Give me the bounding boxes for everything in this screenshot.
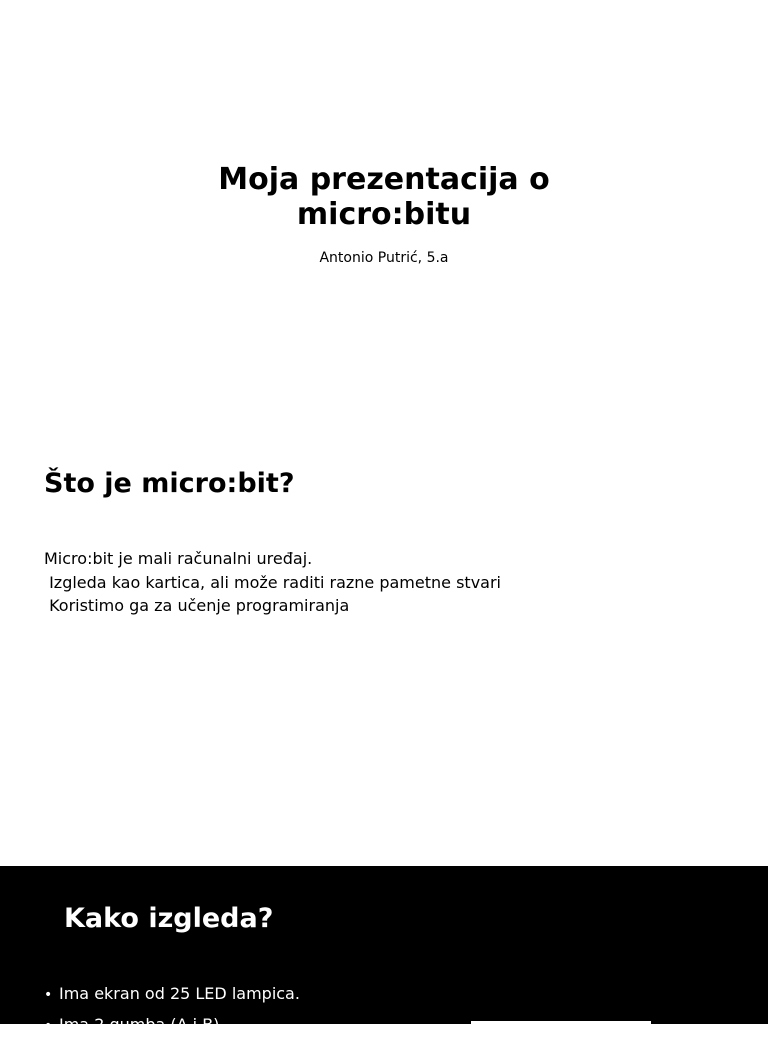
- bullet-text: Ima 2 gumba (A i B).: [59, 1015, 225, 1034]
- bullet-item: [44, 979, 300, 1010]
- body-line: Izgleda kao kartica, ali može raditi razne pametne stvari: [44, 572, 501, 592]
- bullet-text: Ima ekran od 25 LED lampica.: [59, 984, 300, 1003]
- slide-heading: Što je micro:bit?: [44, 468, 295, 499]
- presentation-title: [0, 162, 768, 232]
- slide-heading: Kako izgleda?: [64, 903, 274, 934]
- what-is-microbit-slide: [0, 432, 768, 866]
- how-it-looks-slide: [0, 866, 768, 1034]
- slide-body: [44, 547, 501, 618]
- bullet-dot-icon: •: [44, 1018, 53, 1034]
- title-slide: [0, 0, 768, 432]
- bullet-item: [44, 1010, 300, 1041]
- bullet-list: [44, 979, 300, 1041]
- presentation-subtitle: Antonio Putrić, 5.a: [319, 250, 449, 266]
- microbit-image-edge: [471, 1021, 651, 1024]
- bullet-dot-icon: •: [44, 987, 53, 1003]
- body-line: Koristimo ga za učenje programiranja: [44, 596, 350, 615]
- presentation-title-line-1: Moja prezentacija o: [218, 162, 550, 197]
- body-line: Micro:bit je mali računalni uređaj.: [44, 549, 313, 568]
- presentation-title-line-2: micro:bitu: [296, 197, 472, 232]
